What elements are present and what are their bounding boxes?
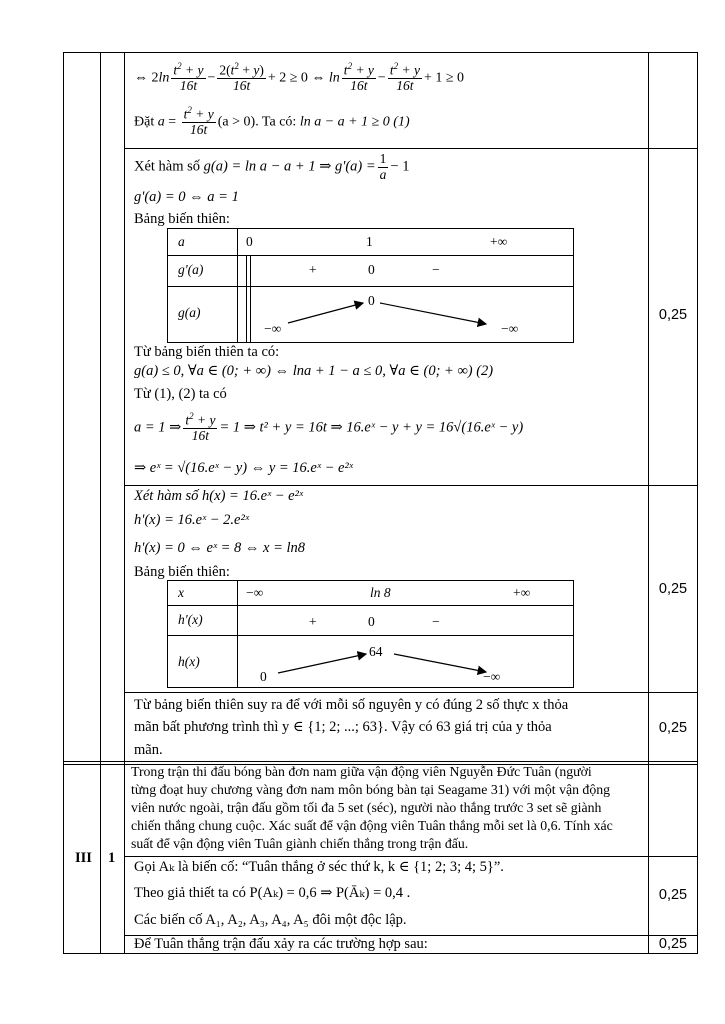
variation-arrows-g: [168, 229, 573, 342]
question-number: 1: [108, 850, 116, 866]
from-1-2: Từ (1), (2) ta có: [134, 386, 227, 402]
row-label-g: g(a): [178, 305, 201, 320]
sign-plus: +: [309, 262, 317, 277]
inequality-2: g(a) ≤ 0, ∀a ∈ (0; + ∞) ⇔ lna + 1 − a ≤ 0, ∀a ∈ (0; + ∞) (2): [134, 363, 494, 379]
bbt-label-2: Bảng biến thiên:: [134, 564, 230, 580]
last-line: Để Tuân thắng trận đấu xảy ra các trường hợp sau:: [134, 936, 428, 952]
table-col-sep-3: [648, 52, 649, 954]
h-derivative: h'(x) = 16.eˣ − 2.e²ˣ: [134, 512, 249, 528]
conclude-label-1: Từ bảng biến thiên ta có:: [134, 344, 280, 360]
table-border-left: [63, 52, 64, 954]
solution-line-1: Gọi Aₖ là biến cố: “Tuân thắng ở séc thứ k, k ∈ {1; 2; 3; 4; 5}”.: [134, 859, 504, 875]
conclusion-line-3: mãn.: [134, 742, 163, 758]
g-val-left: −∞: [264, 321, 282, 336]
row-label-g-prime: g'(a): [178, 262, 204, 277]
conclusion-line-1: Từ bảng biến thiên suy ra để với mỗi số nguyên y có đúng 2 số thực x thỏa: [134, 697, 569, 713]
h-val-peak: 64: [369, 644, 383, 659]
h-sign-zero: 0: [368, 614, 375, 629]
function-h-definition: Xét hàm số h(x) = 16.eˣ − e²ˣ: [134, 488, 304, 504]
x-val-0: 0: [246, 234, 253, 249]
equation-y-expression: ⇒ eˣ = √(16.eˣ − y) ⇔ y = 16.eˣ − e²ˣ: [134, 460, 353, 476]
table-col-sep-1: [100, 52, 101, 954]
row-sep-1: [124, 148, 698, 149]
row-label-x: x: [178, 585, 184, 600]
x-h-val-1: ln 8: [370, 585, 391, 600]
problem-line-4: chiến thắng chung cuộc. Xác suất để vận động viên Tuân thắng mỗi set là 0,6. Tính xác: [131, 818, 613, 833]
problem-line-1: Trong trận thi đấu bóng bàn đơn nam giữa vận động viên Nguyễn Đức Tuân (người: [131, 764, 592, 779]
solution-line-3: Các biến cố A₁, A₂, A₃, A₄, A₅ đôi một độc lập.: [134, 912, 407, 928]
function-g-definition: Xét hàm số g(a) = ln a − a + 1 ⇒ g'(a) = $\frac{1}{a}$ − 1: [134, 151, 410, 182]
substitution-prefix: Đặt: [134, 114, 155, 130]
table-top-border: [63, 52, 698, 53]
variation-arrows-h: [168, 581, 573, 687]
equation-line-1: ⇔ 2ln $\frac{t^2 + y}{16t}$ − $\frac{2(t^2 + y)}{16t}$ + 2 ≥ 0 ⇔ ln $\frac{t^2 + y}{16t}$ − $\frac{t^2 + y}{16t}$ + 1 ≥ 0: [134, 61, 465, 94]
row-label-h: h(x): [178, 654, 200, 669]
row-label-a: a: [178, 234, 185, 249]
substitution-suffix: . Ta có:: [255, 114, 297, 130]
score-block-3: 0,25: [658, 581, 688, 597]
arrow-up-g: [288, 303, 363, 323]
h-sign-minus: −: [432, 614, 440, 629]
problem-line-2: từng đoạt huy chương vàng đơn nam môn bóng bàn tại Seagame 31) với một vận động: [131, 782, 611, 797]
arrow-down-g: [380, 303, 486, 324]
x-h-val-0: −∞: [246, 585, 264, 600]
substitution-condition: (a > 0): [217, 114, 256, 130]
row-sep-4: [124, 856, 698, 857]
variation-table-h: [167, 580, 574, 688]
substitution-line: Đặt a = $\frac{t^2 + y}{16t}$ (a > 0). Ta có: ln a − a + 1 ≥ 0 (1): [134, 105, 410, 138]
score-section3-1: 0,25: [658, 887, 688, 903]
x-val-1: 1: [366, 234, 373, 249]
table-border-right: [697, 52, 698, 954]
x-h-val-2: +∞: [513, 585, 531, 600]
problem-line-3: viên nước ngoài, trận đấu gồm tối đa 5 set (séc), người nào thắng trước 3 set sẽ giành: [131, 800, 602, 815]
row-sep-3: [124, 692, 698, 693]
section-label: III: [75, 850, 92, 866]
arrow-down-h: [394, 654, 486, 672]
g-derivative-zero: g'(a) = 0 ⇔ a = 1: [134, 189, 239, 205]
g-val-right: −∞: [501, 321, 519, 336]
score-section3-2: 0,25: [658, 936, 688, 952]
h-derivative-zero: h'(x) = 0 ⇔ eˣ = 8 ⇔ x = ln8: [134, 540, 306, 556]
variation-table-g: [167, 228, 574, 343]
h-val-left: 0: [260, 669, 267, 684]
table-col-sep-2: [124, 52, 125, 954]
g-val-peak: 0: [368, 293, 375, 308]
bbt-label-1: Bảng biến thiên:: [134, 211, 230, 227]
sign-minus: −: [432, 262, 440, 277]
row-sep-2: [124, 485, 698, 486]
h-val-right: −∞: [483, 669, 501, 684]
table-bottom-border: [63, 953, 698, 954]
score-block-4: 0,25: [658, 720, 688, 736]
section-sep: [63, 761, 698, 762]
solution-line-2: Theo giả thiết ta có P(Aₖ) = 0,6 ⇒ P(Āₖ) = 0,4 .: [134, 885, 411, 901]
inequality-1: ln a − a + 1 ≥ 0 (1): [299, 114, 410, 130]
problem-line-5: suất để vận động viên Tuân giành chiến thắng trong trận đấu.: [131, 836, 469, 851]
x-val-2: +∞: [490, 234, 508, 249]
equation-a-equals-1: a = 1 ⇒ $\frac{t^2 + y}{16t}$ = 1 ⇒ t² + y = 16t ⇒ 16.eˣ − y + y = 16√(16.eˣ − y): [134, 411, 524, 444]
arrow-up-h: [278, 654, 366, 673]
conclusion-line-2: mãn bất phương trình thì y ∈ {1; 2; ...; 63}. Vậy có 63 giá trị của y thỏa: [134, 719, 552, 735]
row-label-h-prime: h'(x): [178, 612, 203, 627]
sign-zero: 0: [368, 262, 375, 277]
h-sign-plus: +: [309, 614, 317, 629]
score-block-2: 0,25: [658, 307, 688, 323]
